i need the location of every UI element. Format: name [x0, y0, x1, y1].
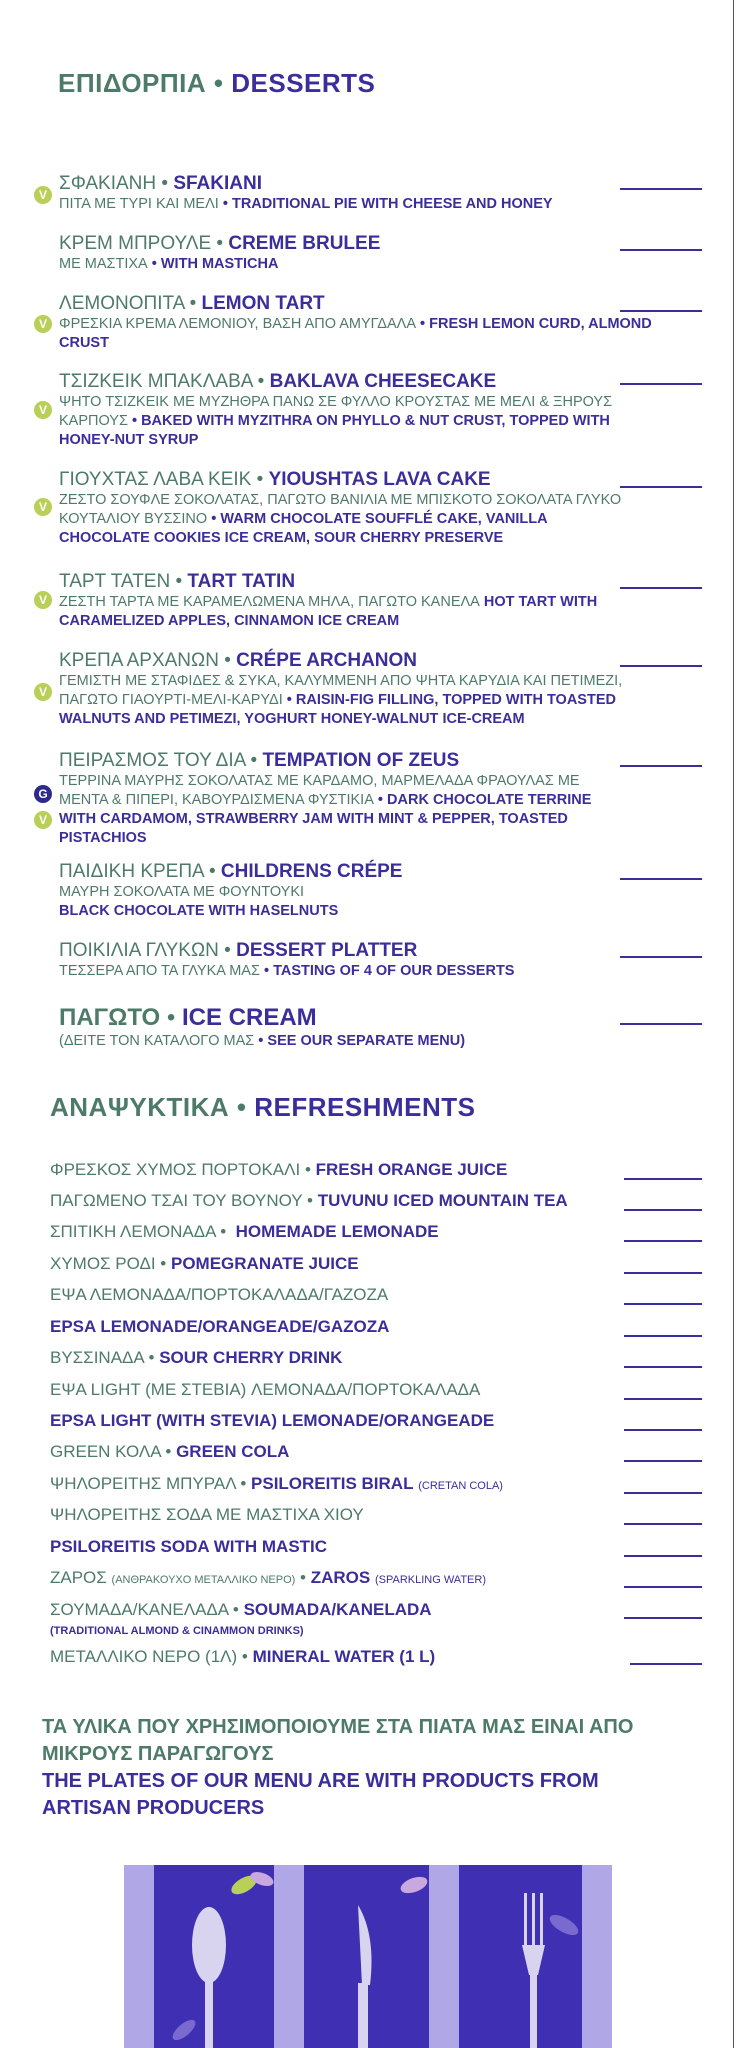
- price-line: [624, 1303, 702, 1305]
- item-desc-gr: ΤΕΣΣΕΡΑ ΑΠΟ ΤΑ ΓΛΥΚΑ ΜΑΣ: [59, 963, 260, 979]
- item-desc-en: BAKED WITH MYZITHRA ON PHYLLO & NUT CRUST, TOPPED WITH HONEY-NUT SYRUP: [59, 413, 610, 448]
- refreshment-item: ΦΡΕΣΚΟΣ ΧΥΜΟΣ ΠΟΡΤΟΚΑΛΙ • FRESH ORANGE JUICE: [50, 1160, 508, 1179]
- price-line: [624, 1240, 702, 1242]
- fork-icon: [522, 1893, 545, 2048]
- ref-name-en: SOUR CHERRY DRINK: [159, 1348, 343, 1367]
- price-line: [620, 486, 702, 488]
- ref-name-gr: ΕΨΑ ΛΕΜΟΝΑΔΑ/ΠΟΡΤΟΚΑΛΑΔΑ/ΓΑΖΟΖΑ: [50, 1285, 389, 1304]
- dessert-item: ΛΕΜΟΝΟΠΙΤΑ • LEMON TART ΦΡΕΣΚΙΑ ΚΡΕΜΑ ΛΕΜΟΝΙΟΥ, ΒΑΣΗ ΑΠΟ ΑΜΥΓΔΑΛΑ • FRESH LEMON CURD, ALMOND CRUST: [59, 293, 652, 351]
- price-line: [620, 1023, 702, 1025]
- refreshment-item: [50, 1505, 364, 1525]
- price-line: [620, 188, 702, 190]
- refreshment-item: ΣΠΙΤΙΚΗ ΛΕΜΟΝΑΔΑ • HOMEMADE LEMONADE: [50, 1222, 439, 1241]
- price-line: [620, 249, 702, 251]
- item-name-gr: ΠΑΙΔΙΚΗ ΚΡΕΠΑ: [59, 861, 204, 882]
- title-separator: •: [213, 68, 232, 98]
- price-line: [620, 665, 702, 667]
- item-name-gr: ΠΕΙΡΑΣΜΟΣ ΤΟΥ ΔΙΑ: [59, 750, 246, 771]
- item-name-gr: ΚΡΕΠΑ ΑΡΧΑΝΩΝ: [59, 650, 219, 671]
- vegetarian-badge-icon: V: [34, 401, 52, 419]
- item-desc-en: RAISIN-FIG FILLING, TOPPED WITH TOASTED WALNUTS AND PETIMEZI, YOGHURT HONEY-WALNUT ICE-CREAM: [59, 692, 616, 727]
- price-line: [624, 1178, 702, 1180]
- item-desc-en: WARM CHOCOLATE SOUFFLÉ CAKE, VANILLA CHOCOLATE COOKIES ICE CREAM, SOUR CHERRY PRESERVE: [59, 511, 548, 546]
- price-line: [624, 1398, 702, 1400]
- dessert-item: ΚΡΕΠΑ ΑΡΧΑΝΩΝ • CRÉPE ARCHANON ΓΕΜΙΣΤΗ ΜΕ ΣΤΑΦΙΔΕΣ & ΣΥΚΑ, ΚΑΛΥΜΜΕΝΗ ΑΠΟ ΨΗΤΑ ΚΑΡΥΔΙΑ ΚΑΙ ΠΕΤΙΜΕΖΙ, ΠΑΓΩΤΟ ΓΙΑΟΥΡΤΙ-ΜΕΛΙ-ΚΑΡΥΔΙ • RAISIN-FIG FILLING, TOPPED WITH TOASTED WALNUTS AND PETIMEZI, YOGHURT HONEY-WALNUT ICE-CREAM: [59, 650, 623, 727]
- refreshment-item: ΧΥΜΟΣ ΡΟΔΙ • POMEGRANATE JUICE: [50, 1254, 359, 1273]
- ref-name-gr: ΨΗΛΟΡΕΙΤΗΣ ΜΠΥΡΑΛ: [50, 1474, 236, 1493]
- ref-name-en: EPSA LIGHT (WITH STEVIA) LEMONADE/ORANGEADE: [50, 1411, 495, 1430]
- item-desc-gr: ΖΕΣΤΟ ΣΟΥΦΛΕ ΣΟΚΟΛΑΤΑΣ, ΠΑΓΩΤΟ ΒΑΝΙΛΙΑ ΜΕ ΜΠΙΣΚΟΤΟ ΣΟΚΟΛΑΤΑ ΓΛΥΚΟ ΚΟΥΤΑΛΙΟΥ ΒΥΣΣΙΝΟ: [59, 492, 622, 527]
- item-name-gr: ΓΙΟΥΧΤΑΣ ΛΑΒΑ ΚΕΙΚ: [59, 469, 252, 490]
- desserts-title: [58, 68, 375, 99]
- refreshment-item: ΣΟΥΜΑΔΑ/ΚΑΝΕΛΑΔΑ • SOUMADA/KANELADA: [50, 1600, 432, 1619]
- item-name-en: BAKLAVA CHEESECAKE: [269, 371, 497, 392]
- refreshment-item: ΖΑΡΟΣ (ΑΝΘΡΑΚΟΥΧΟ ΜΕΤΑΛΛΙΚΟ ΝΕΡΟ) • ZAROS (SPARKLING WATER): [50, 1568, 486, 1587]
- item-name-en: CRÉPE ARCHANON: [236, 650, 418, 671]
- item-desc-gr: (ΔΕΙΤΕ ΤΟΝ ΚΑΤΑΛΟΓΟ ΜΑΣ: [59, 1033, 255, 1049]
- title-separator: •: [236, 1092, 255, 1122]
- price-line: [630, 1663, 702, 1665]
- item-name-gr: ΤΣΙΖΚΕΙΚ ΜΠΑΚΛΑΒΑ: [59, 371, 253, 392]
- ref-name-gr: ΕΨΑ LIGHT (ΜΕ ΣΤΕΒΙΑ) ΛΕΜΟΝΑΔΑ/ΠΟΡΤΟΚΑΛΑΔΑ: [50, 1380, 481, 1399]
- ref-name-en: SOUMADA/KANELADA: [243, 1600, 432, 1619]
- refreshment-item: ΜΕΤΑΛΛΙΚΟ ΝΕΡΟ (1Λ) • MINERAL WATER (1 L): [50, 1647, 436, 1666]
- price-line: [624, 1335, 702, 1337]
- page-border: [733, 0, 734, 2048]
- ref-name-gr: GREEN ΚΟΛΑ: [50, 1442, 161, 1461]
- item-desc-en: WITH MASTICHA: [160, 256, 279, 272]
- footer-note-gr: ΤΑ ΥΛΙΚΑ ΠΟΥ ΧΡΗΣΙΜΟΠΟΙΟΥΜΕ ΣΤΑ ΠΙΑΤΑ ΜΑΣ ΕΙΝΑΙ ΑΠΟ ΜΙΚΡΟΥΣ ΠΑΡΑΓΩΓΟΥΣ: [42, 1716, 634, 1765]
- item-name-gr: ΛΕΜΟΝΟΠΙΤΑ: [59, 293, 185, 314]
- item-desc-gr: ΓΕΜΙΣΤΗ ΜΕ ΣΤΑΦΙΔΕΣ & ΣΥΚΑ, ΚΑΛΥΜΜΕΝΗ ΑΠΟ ΨΗΤΑ ΚΑΡΥΔΙΑ ΚΑΙ ΠΕΤΙΜΕΖΙ, ΠΑΓΩΤΟ ΓΙΑΟΥΡΤΙ-ΜΕΛΙ-ΚΑΡΥΔΙ: [59, 673, 623, 708]
- cutlery-svg: [124, 1865, 612, 2048]
- price-line: [624, 1555, 702, 1557]
- item-desc-en: FRESH LEMON CURD, ALMOND CRUST: [59, 316, 652, 351]
- ref-name-en: TUVUNU ICED MOUNTAIN TEA: [317, 1191, 568, 1210]
- ref-name-gr: ΣΠΙΤΙΚΗ ΛΕΜΟΝΑΔΑ: [50, 1222, 216, 1241]
- vegetarian-badge-icon: V: [34, 186, 52, 204]
- price-line: [624, 1523, 702, 1525]
- ref-name-gr: ΦΡΕΣΚΟΣ ΧΥΜΟΣ ΠΟΡΤΟΚΑΛΙ: [50, 1160, 301, 1179]
- ref-name-gr: ΖΑΡΟΣ: [50, 1568, 107, 1587]
- price-line: [624, 1209, 702, 1211]
- refreshment-item: GREEN ΚΟΛΑ • GREEN COLA: [50, 1442, 290, 1461]
- price-line: [620, 383, 702, 385]
- refreshments-title: [50, 1092, 475, 1123]
- ref-name-en: ZAROS: [310, 1568, 371, 1587]
- price-line: [624, 1429, 702, 1431]
- vegetarian-badge-icon: V: [34, 811, 52, 829]
- refreshment-item: ΠΑΓΩΜΕΝΟ ΤΣΑΙ ΤΟΥ ΒΟΥΝΟΥ • TUVUNU ICED MOUNTAIN TEA: [50, 1191, 568, 1210]
- price-line: [624, 1272, 702, 1274]
- ref-name-gr: ΒΥΣΣΙΝΑΔΑ: [50, 1348, 144, 1367]
- ref-name-en: GREEN COLA: [176, 1442, 290, 1461]
- item-name-en: CHILDRENS CRÉPE: [220, 861, 403, 882]
- item-name-en: YIOUSHTAS LAVA CAKE: [268, 469, 491, 490]
- item-desc-en: BLACK CHOCOLATE WITH HASELNUTS: [59, 903, 339, 919]
- ice-cream-item: ΠΑΓΩΤΟ • ICE CREAM (ΔΕΙΤΕ ΤΟΝ ΚΑΤΑΛΟΓΟ ΜΑΣ • SEE OUR SEPARATE MENU): [59, 1004, 466, 1049]
- refreshment-item: ΒΥΣΣΙΝΑΔΑ • SOUR CHERRY DRINK: [50, 1348, 343, 1367]
- decorative-cutlery-artwork: [124, 1865, 612, 2048]
- price-line: [624, 1617, 702, 1619]
- refreshment-item: [50, 1380, 480, 1400]
- dessert-item: ΚΡΕΜ ΜΠΡΟΥΛΕ • CREME BRULEE ΜΕ ΜΑΣΤΙΧΑ • WITH MASTICHA: [59, 233, 381, 272]
- refreshment-subnote: [50, 1625, 304, 1638]
- dessert-item: ΤΣΙΖΚΕΙΚ ΜΠΑΚΛΑΒΑ • BAKLAVA CHEESECAKE ΨΗΤΟ ΤΣΙΖΚΕΙΚ ΜΕ ΜΥΖΗΘΡΑ ΠΑΝΩ ΣΕ ΦΥΛΛΟ ΚΡΟΥΣΤΑΣ ΜΕ ΜΕΛΙ & ΞΗΡΟΥΣ ΚΑΡΠΟΥΣ • BAKED WITH MYZITHRA ON PHYLLO & NUT CRUST, TOPPED WITH HONEY-NUT SYRUP: [59, 371, 613, 448]
- footer-note-en: THE PLATES OF OUR MENU ARE WITH PRODUCTS FROM ARTISAN PRODUCERS: [42, 1770, 599, 1819]
- item-desc-en: TASTING OF 4 OF OUR DESSERTS: [273, 963, 515, 979]
- ref-note: (TRADITIONAL ALMOND & CINAMMON DRINKS): [50, 1625, 304, 1637]
- vegetarian-badge-icon: V: [34, 315, 52, 333]
- item-desc-gr: ΤΕΡΡΙΝΑ ΜΑΥΡΗΣ ΣΟΚΟΛΑΤΑΣ ΜΕ ΚΑΡΔΑΜΟ, ΜΑΡΜΕΛΑΔΑ ΦΡΑΟΥΛΑΣ ΜΕ ΜΕΝΤΑ & ΠΙΠΕΡΙ, ΚΑΒΟΥΡΔΙΣΜΕΝΑ ΦΥΣΤΙΚΙΑ: [59, 773, 580, 808]
- gluten-free-badge-icon: G: [34, 785, 52, 803]
- item-name-en: DESSERT PLATTER: [236, 940, 418, 961]
- desserts-title-en: DESSERTS: [231, 68, 376, 98]
- price-line: [620, 878, 702, 880]
- refreshment-item: [50, 1537, 327, 1557]
- dessert-item: ΠΑΙΔΙΚΗ ΚΡΕΠΑ • CHILDRENS CRÉPE ΜΑΥΡΗ ΣΟΚΟΛΑΤΑ ΜΕ ΦΟΥΝΤΟΥΚΙ BLACK CHOCOLATE WITH HASELNUTS: [59, 861, 403, 919]
- price-line: [620, 956, 702, 958]
- price-line: [620, 587, 702, 589]
- ref-note: (ΑΝΘΡΑΚΟΥΧΟ ΜΕΤΑΛΛΙΚΟ ΝΕΡΟ): [111, 1574, 296, 1586]
- price-line: [624, 1586, 702, 1588]
- item-name-en: SFAKIANI: [173, 173, 263, 194]
- item-name-en: CREME BRULEE: [228, 233, 381, 254]
- item-name-gr: ΣΦΑΚΙΑΝΗ: [59, 173, 157, 194]
- price-line: [620, 310, 702, 312]
- refreshment-item: [50, 1317, 389, 1337]
- ref-note: (SPARKLING WATER): [374, 1574, 486, 1586]
- leaf-icon: [169, 1869, 581, 2043]
- item-name-gr: ΤΑΡΤ ΤΑΤΕΝ: [59, 571, 171, 592]
- ref-name-en: MINERAL WATER (1 L): [252, 1647, 436, 1666]
- item-desc-gr: ΖΕΣΤΗ ΤΑΡΤΑ ΜΕ ΚΑΡΑΜΕΛΩΜΕΝΑ ΜΗΛΑ, ΠΑΓΩΤΟ ΚΑΝΕΛΑ: [59, 594, 480, 610]
- item-desc-en: TRADITIONAL PIE WITH CHEESE AND HONEY: [231, 196, 553, 212]
- dessert-item: ΣΦΑΚΙΑΝΗ • SFAKIANI ΠΙΤΑ ΜΕ ΤΥΡΙ ΚΑΙ ΜΕΛΙ • TRADITIONAL PIE WITH CHEESE AND HONEY: [59, 173, 553, 212]
- item-name-en: ICE CREAM: [181, 1004, 317, 1031]
- ref-name-en: EPSA LEMONADE/ORANGEADE/GAZOZA: [50, 1317, 390, 1336]
- dessert-item: ΤΑΡΤ ΤΑΤΕΝ • TART TATIN ΖΕΣΤΗ ΤΑΡΤΑ ΜΕ ΚΑΡΑΜΕΛΩΜΕΝΑ ΜΗΛΑ, ΠΑΓΩΤΟ ΚΑΝΕΛΑ HOT TART WITH CARAMELIZED APPLES, CINNAMON ICE CREAM: [59, 571, 598, 629]
- desserts-title-gr: ΕΠΙΔΟΡΠΙΑ: [58, 68, 207, 98]
- item-desc-gr: ΠΙΤΑ ΜΕ ΤΥΡΙ ΚΑΙ ΜΕΛΙ: [59, 196, 219, 212]
- item-desc-gr: ΦΡΕΣΚΙΑ ΚΡΕΜΑ ΛΕΜΟΝΙΟΥ, ΒΑΣΗ ΑΠΟ ΑΜΥΓΔΑΛΑ: [59, 316, 417, 332]
- refreshment-item: [50, 1285, 388, 1305]
- ref-name-gr: ΜΕΤΑΛΛΙΚΟ ΝΕΡΟ (1Λ): [50, 1647, 238, 1666]
- item-desc-en: SEE OUR SEPARATE MENU): [267, 1033, 466, 1049]
- refreshments-title-gr: ΑΝΑΨΥΚΤΙΚΑ: [50, 1092, 230, 1122]
- item-desc-en: DARK CHOCOLATE TERRINE WITH CARDAMOM, STRAWBERRY JAM WITH MINT & PEPPER, TOASTED PISTACHIOS: [59, 792, 592, 846]
- vegetarian-badge-icon: V: [34, 683, 52, 701]
- ref-name-en: POMEGRANATE JUICE: [170, 1254, 359, 1273]
- ref-name-gr: ΨΗΛΟΡΕΙΤΗΣ ΣΟΔΑ ΜΕ ΜΑΣΤΙΧΑ ΧΙΟΥ: [50, 1505, 364, 1524]
- dessert-item: ΠΟΙΚΙΛΙΑ ΓΛΥΚΩΝ • DESSERT PLATTER ΤΕΣΣΕΡΑ ΑΠΟ ΤΑ ΓΛΥΚΑ ΜΑΣ • TASTING OF 4 OF OUR DESSERTS: [59, 940, 515, 979]
- price-line: [624, 1366, 702, 1368]
- ref-name-gr: ΠΑΓΩΜΕΝΟ ΤΣΑΙ ΤΟΥ ΒΟΥΝΟΥ: [50, 1191, 303, 1210]
- ref-name-gr: ΧΥΜΟΣ ΡΟΔΙ: [50, 1254, 156, 1273]
- dessert-item: ΓΙΟΥΧΤΑΣ ΛΑΒΑ ΚΕΙΚ • YIOUSHTAS LAVA CAKE ΖΕΣΤΟ ΣΟΥΦΛΕ ΣΟΚΟΛΑΤΑΣ, ΠΑΓΩΤΟ ΒΑΝΙΛΙΑ ΜΕ ΜΠΙΣΚΟΤΟ ΣΟΚΟΛΑΤΑ ΓΛΥΚΟ ΚΟΥΤΑΛΙΟΥ ΒΥΣΣΙΝΟ • WARM CHOCOLATE SOUFFLÉ CAKE, VANILLA CHOCOLATE COOKIES ICE CREAM, SOUR CHERRY PRESERVE: [59, 469, 622, 546]
- item-desc-gr: ΨΗΤΟ ΤΣΙΖΚΕΙΚ ΜΕ ΜΥΖΗΘΡΑ ΠΑΝΩ ΣΕ ΦΥΛΛΟ ΚΡΟΥΣΤΑΣ ΜΕ ΜΕΛΙ & ΞΗΡΟΥΣ ΚΑΡΠΟΥΣ: [59, 394, 613, 429]
- ref-note: (CRETAN COLA): [418, 1480, 503, 1492]
- ref-name-en: PSILOREITIS BIRAL: [251, 1474, 414, 1493]
- price-line: [620, 765, 702, 767]
- refreshment-item: [50, 1411, 494, 1431]
- item-desc-gr: ΜΑΥΡΗ ΣΟΚΟΛΑΤΑ ΜΕ ΦΟΥΝΤΟΥΚΙ: [59, 884, 305, 900]
- knife-icon: [358, 1905, 372, 2048]
- ref-name-en: FRESH ORANGE JUICE: [315, 1160, 508, 1179]
- item-name-gr: ΠΑΓΩΤΟ: [59, 1004, 161, 1031]
- ref-name-gr: ΣΟΥΜΑΔΑ/ΚΑΝΕΛΑΔΑ: [50, 1600, 229, 1619]
- item-desc-gr: ΜΕ ΜΑΣΤΙΧΑ: [59, 256, 148, 272]
- price-line: [624, 1460, 702, 1462]
- item-desc-en: HOT TART WITH CARAMELIZED APPLES, CINNAMON ICE CREAM: [59, 594, 598, 629]
- item-name-gr: ΠΟΙΚΙΛΙΑ ΓΛΥΚΩΝ: [59, 940, 219, 961]
- item-name-en: TEMPATION OF ZEUS: [262, 750, 460, 771]
- vegetarian-badge-icon: V: [34, 498, 52, 516]
- ref-name-en: PSILOREITIS SODA WITH MASTIC: [50, 1537, 328, 1556]
- dessert-item: ΠΕΙΡΑΣΜΟΣ ΤΟΥ ΔΙΑ • TEMPATION OF ZEUS ΤΕΡΡΙΝΑ ΜΑΥΡΗΣ ΣΟΚΟΛΑΤΑΣ ΜΕ ΚΑΡΔΑΜΟ, ΜΑΡΜΕΛΑΔΑ ΦΡΑΟΥΛΑΣ ΜΕ ΜΕΝΤΑ & ΠΙΠΕΡΙ, ΚΑΒΟΥΡΔΙΣΜΕΝΑ ΦΥΣΤΙΚΙΑ • DARK CHOCOLATE TERRINE WITH CARDAMOM, STRAWBERRY JAM WITH MINT & PEPPER, TOASTED PISTACHIOS: [59, 750, 592, 846]
- refreshment-item: ΨΗΛΟΡΕΙΤΗΣ ΜΠΥΡΑΛ • PSILOREITIS BIRAL (CRETAN COLA): [50, 1474, 503, 1493]
- item-name-en: TART TATIN: [187, 571, 296, 592]
- price-line: [624, 1492, 702, 1494]
- spoon-icon: [192, 1907, 226, 2048]
- item-name-en: LEMON TART: [201, 293, 325, 314]
- item-name-gr: ΚΡΕΜ ΜΠΡΟΥΛΕ: [59, 233, 212, 254]
- ref-name-en: HOMEMADE LEMONADE: [235, 1222, 439, 1241]
- vegetarian-badge-icon: V: [34, 591, 52, 609]
- refreshments-title-en: REFRESHMENTS: [254, 1092, 476, 1122]
